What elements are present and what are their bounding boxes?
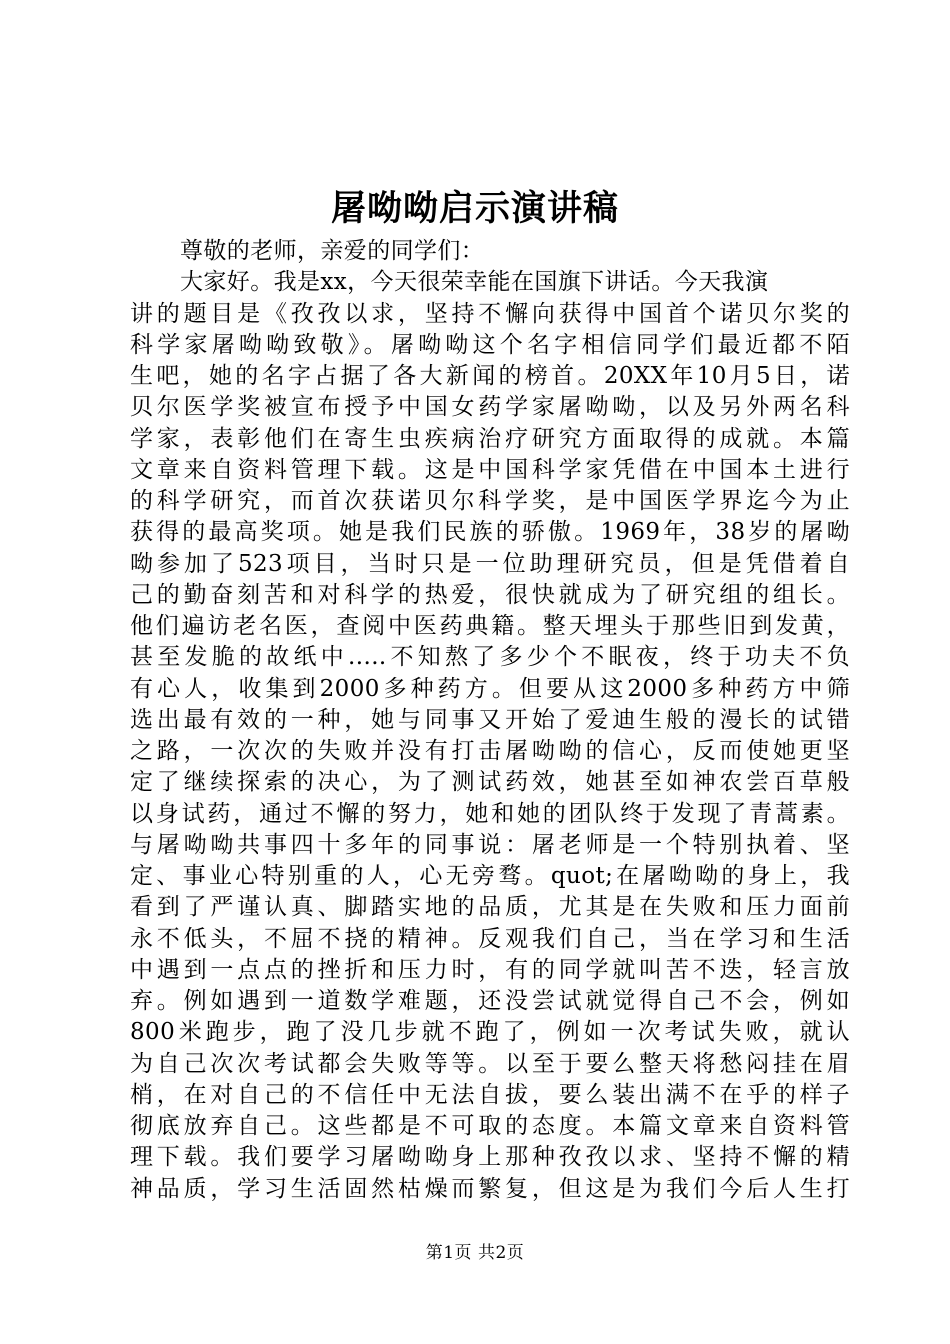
body-line: 文章来自资料管理下载。这是中国科学家凭借在中国本土进行 <box>130 456 850 483</box>
body-line: 获得的最高奖项。她是我们民族的骄傲。1969年，38岁的屠呦 <box>130 519 850 546</box>
body-line: 学家，表彰他们在寄生虫疾病治疗研究方面取得的成就。本篇 <box>130 425 850 452</box>
speech-body <box>130 236 850 1205</box>
body-line: 定了继续探索的决心，为了测试药效，她甚至如神农尝百草般 <box>130 769 850 796</box>
body-line: 以身试药，通过不懈的努力，她和她的团队终于发现了青蒿素。 <box>130 800 850 827</box>
body-line: 的科学研究，而首次获诺贝尔科学奖，是中国医学界迄今为止 <box>130 488 850 514</box>
body-line: 己的勤奋刻苦和对科学的热爱，很快就成为了研究组的组长。 <box>130 581 850 608</box>
body-line: 大家好。我是xx，今天很荣幸能在国旗下讲话。今天我演 <box>180 269 769 296</box>
body-line: 看到了严谨认真、脚踏实地的品质，尤其是在失败和压力面前 <box>130 894 850 921</box>
document-title: 屠呦呦启示演讲稿 <box>330 188 619 229</box>
body-line: 中遇到一点点的挫折和压力时，有的同学就叫苦不迭，轻言放 <box>130 956 850 983</box>
body-line: 与屠呦呦共事四十多年的同事说：屠老师是一个特别执着、坚 <box>130 831 850 858</box>
body-line: 他们遍访老名医，查阅中医药典籍。整天埋头于那些旧到发黄， <box>130 613 850 639</box>
body-line: 生吧，她的名字占据了各大新闻的榜首。20XX年10月5日，诺 <box>130 363 850 389</box>
page-number-footer: 第1页 共2页 <box>425 1243 525 1263</box>
body-line: 贝尔医学奖被宣布授予中国女药学家屠呦呦，以及另外两名科 <box>130 394 850 421</box>
body-line: 之路，一次次的失败并没有打击屠呦呦的信心，反而使她更坚 <box>130 738 850 764</box>
body-line: 800米跑步，跑了没几步就不跑了，例如一次考试失败，就认 <box>130 1019 850 1046</box>
body-line: 理下载。我们要学习屠呦呦身上那种孜孜以求、坚持不懈的精 <box>130 1144 850 1171</box>
body-line: 永不低头，不屈不挠的精神。反观我们自己，当在学习和生活 <box>130 925 850 952</box>
body-line: 选出最有效的一种，她与同事又开始了爱迪生般的漫长的试错 <box>130 706 850 733</box>
body-line: 科学家屠呦呦致敬》。屠呦呦这个名字相信同学们最近都不陌 <box>130 331 850 358</box>
body-line: 彻底放弃自己。这些都是不可取的态度。本篇文章来自资料管 <box>130 1113 850 1139</box>
body-line: 为自己次次考试都会失败等等。以至于要么整天将愁闷挂在眉 <box>130 1050 850 1077</box>
body-line: 有心人，收集到2000多种药方。但要从这2000多种药方中筛 <box>130 675 850 702</box>
body-line: 神品质，学习生活固然枯燥而繁复，但这是为我们今后人生打 <box>130 1175 850 1202</box>
body-line: 讲的题目是《孜孜以求，坚持不懈向获得中国首个诺贝尔奖的 <box>130 300 850 327</box>
body-line: 梢，在对自己的不信任中无法自拔，要么装出满不在乎的样子 <box>130 1081 850 1108</box>
body-line: 甚至发脆的故纸中.....不知熬了多少个不眠夜，终于功夫不负 <box>130 644 850 671</box>
body-line: 呦参加了523项目，当时只是一位助理研究员，但是凭借着自 <box>130 550 850 577</box>
body-line: 定、事业心特别重的人，心无旁骛。quot;在屠呦呦的身上，我 <box>130 863 850 889</box>
body-line: 弃。例如遇到一道数学难题，还没尝试就觉得自己不会，例如 <box>130 988 850 1014</box>
salutation-line: 尊敬的老师，亲爱的同学们： <box>180 238 485 264</box>
